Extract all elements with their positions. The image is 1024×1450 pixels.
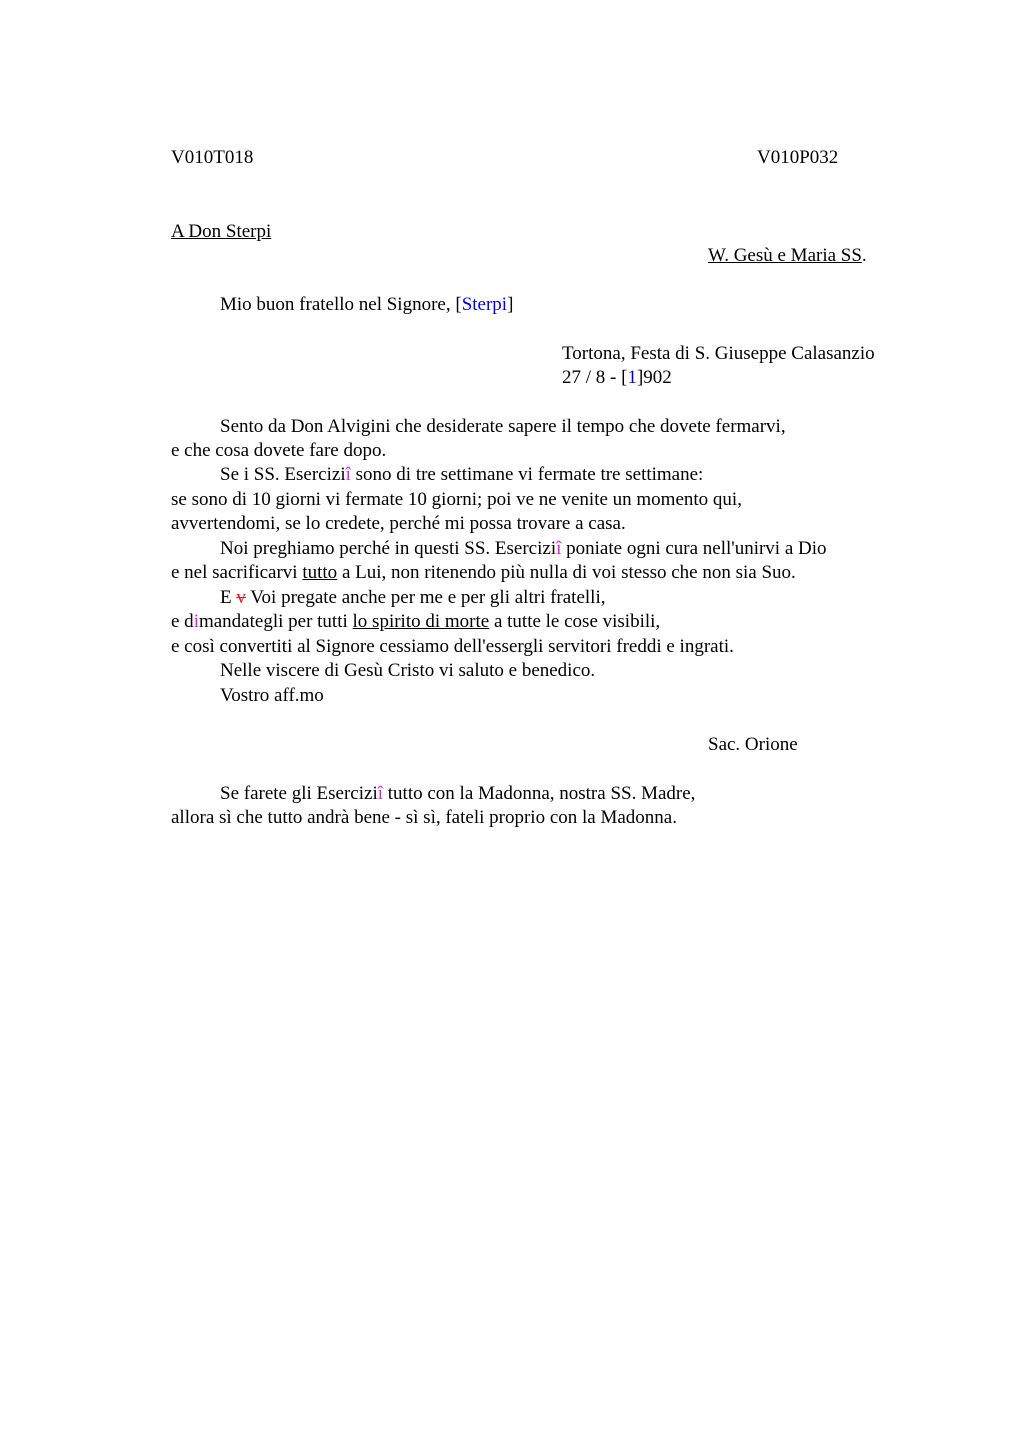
volume-code: V010T018 — [171, 147, 254, 168]
date-part-b: ]902 — [636, 367, 672, 388]
salutation-close: ] — [507, 294, 514, 315]
body-line-3 — [220, 463, 703, 487]
recipient: A Don Sterpi — [171, 221, 272, 242]
signature: Sac. Orione — [708, 734, 798, 755]
body-line-8 — [220, 586, 605, 610]
body-line-8-a: E — [220, 587, 237, 608]
postscript-line-1 — [220, 782, 695, 806]
body-line-10: e così convertiti al Signore cessiamo dell'essergli servitori freddi e ingrati. — [171, 636, 734, 657]
date-line — [562, 366, 672, 390]
date-editorial-digit: 1 — [627, 367, 637, 388]
postscript-line-1-a: Se farete gli Esercizi — [220, 783, 378, 804]
body-line-3-mark: î — [345, 464, 351, 485]
body-line-3-a: Se i SS. Esercizi — [220, 464, 346, 485]
date-part-a: 27 / 8 - [ — [562, 367, 628, 388]
body-line-6-a: Noi preghiamo perché in questi SS. Esercizi — [220, 538, 557, 559]
postscript-line-2: allora sì che tutto andrà bene - sì sì, fateli proprio con la Madonna. — [171, 807, 677, 828]
body-line-9 — [171, 610, 660, 634]
body-line-7 — [171, 561, 796, 585]
salutation-name: Sterpi — [461, 294, 508, 315]
body-line-6-b: poniate ogni cura nell'unirvi a Dio — [561, 538, 827, 559]
body-line-6 — [220, 537, 827, 561]
place-line: Tortona, Festa di S. Giuseppe Calasanzio — [562, 343, 875, 364]
body-line-9-b: mandategli per tutti — [198, 611, 353, 632]
body-line-7-underlined: tutto — [302, 562, 338, 583]
body-line-4: se sono di 10 giorni vi fermate 10 giorni; poi ve ne venite un momento qui, — [171, 489, 742, 510]
body-line-7-a: e nel sacrificarvi — [171, 562, 303, 583]
salutation-text: Mio buon fratello nel Signore, [ — [220, 294, 462, 315]
body-line-7-b: a Lui, non ritenendo più nulla di voi stesso che non sia Suo. — [337, 562, 796, 583]
body-line-9-c: a tutte le cose visibili, — [489, 611, 661, 632]
closing: Vostro aff.mo — [220, 685, 324, 706]
body-line-5: avvertendomi, se lo credete, perché mi possa trovare a casa. — [171, 513, 626, 534]
body-line-3-b: sono di tre settimane vi fermate tre settimane: — [350, 464, 704, 485]
postscript-line-1-b: tutto con la Madonna, nostra SS. Madre, — [383, 783, 696, 804]
body-line-2: e che cosa dovete fare dopo. — [171, 440, 387, 461]
body-line-9-mark: i — [193, 611, 199, 632]
invocation-suffix: . — [861, 245, 867, 266]
body-line-9-underlined: lo spirito di morte — [352, 611, 490, 632]
invocation-text: W. Gesù e Maria SS — [708, 245, 862, 266]
postscript-line-1-mark: î — [377, 783, 384, 804]
body-line-11: Nelle viscere di Gesù Cristo vi saluto e benedico. — [220, 660, 596, 681]
body-line-8-deletion: v — [236, 587, 246, 608]
body-line-9-a: e d — [171, 611, 194, 632]
body-line-8-b: Voi pregate anche per me e per gli altri fratelli, — [245, 587, 606, 608]
body-line-6-mark: î — [556, 538, 562, 559]
body-line-1: Sento da Don Alvigini che desiderate sapere il tempo che dovete fermarvi, — [220, 416, 786, 437]
salutation — [220, 293, 513, 317]
page-code: V010P032 — [757, 147, 839, 168]
invocation — [708, 244, 867, 268]
